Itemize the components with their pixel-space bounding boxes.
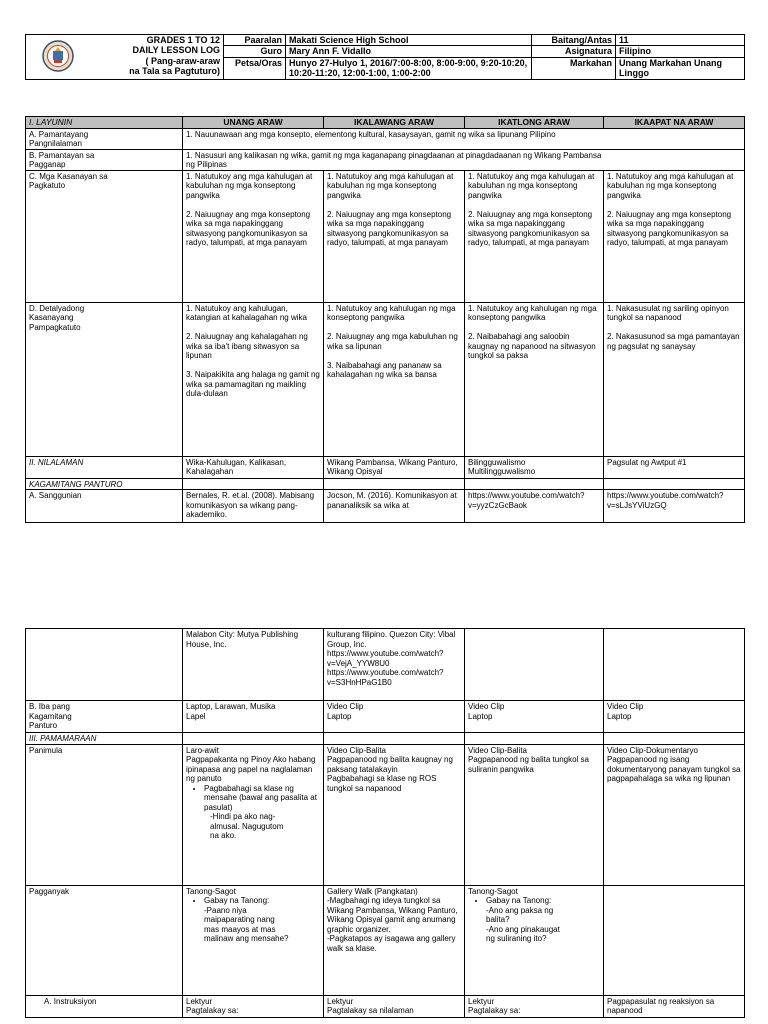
log-title: [90, 35, 224, 80]
row-label: Pagganyak: [26, 885, 183, 995]
title-line: GRADES 1 TO 12: [146, 35, 220, 45]
lesson-table-part-1: [25, 116, 745, 523]
paaralan-label: Paaralan: [224, 35, 286, 46]
table-cell: Video Clip Laptop: [465, 701, 604, 733]
col-ikaapat-na-araw: IKAAPAT NA ARAW: [604, 117, 745, 129]
table-cell: [465, 885, 604, 995]
table-cell: 1. Natutukoy ang mga kahulugan at kabuluhan ng mga konseptong pangwika 2. Naiuugnay ang mga konseptong wika sa mga napakinggang sitwasyong pangkomunikasyon sa radyo, talumpati, at mga panayam: [604, 170, 745, 302]
title-line: ( Pang-araw-araw: [145, 55, 220, 66]
table-row: [26, 170, 745, 302]
table-row: [26, 456, 745, 478]
section-label: II. NILALAMAN: [26, 456, 183, 478]
table-row: [26, 701, 745, 733]
section-label: III. PAMAMARAAN: [26, 733, 183, 745]
table-cell: [324, 478, 465, 490]
petsa-value: Hunyo 27-Hulyo 1, 2016/7:00-8:00, 8:00-9:00, 9:20-10:20, 10:20-11:20, 12:00-1:00, 1:00-2:00: [286, 57, 532, 79]
table-cell: Laptop, Larawan, Musika Lapel: [183, 701, 324, 733]
table-cell: Video Clip-Dokumentaryo Pagpapanood ng isang dokumentaryong panayam tungkol sa pagpapahalaga sa wika ng lipunan: [604, 744, 745, 885]
table-cell: Bernales, R. et.al. (2008). Mabisang komunikasyon sa wikang pang-akademiko.: [183, 490, 324, 523]
table-cell: [183, 885, 324, 995]
table-cell: Lektyur Pagtalakay sa:: [183, 995, 324, 1017]
paaralan-value: Makati Science High School: [286, 35, 532, 46]
table-cell: Pagsulat ng Awtput #1: [604, 456, 745, 478]
header-table: [25, 34, 745, 80]
table-cell: [183, 478, 324, 490]
table-row: [26, 885, 745, 995]
table-cell: Lektyur Pagtalakay sa nilalaman: [324, 995, 465, 1017]
pamantayan-sa-pagganap-text: 1. Nasusuri ang kalikasan ng wika, gamit ng mga kaganapang pinagdaanan at pinagdadaanan ng Wikang Pambansa ng Pilipinas: [183, 149, 745, 170]
pamantayang-pangnilalaman-text: 1. Nauunawaan ang mga konsepto, elementong kultural, kasaysayan, gamit ng wika sa lipunang Pilipino: [183, 128, 745, 149]
table-row: [26, 733, 745, 745]
bullet-list: [468, 896, 600, 906]
row-label: A. Sanggunian: [26, 490, 183, 523]
table-cell: [465, 629, 604, 701]
table-cell: [183, 733, 324, 745]
cell-text: Tanong-Sagot: [468, 886, 518, 896]
table-cell: Video Clip Laptop: [324, 701, 465, 733]
asignatura-label: Asignatura: [532, 46, 616, 57]
guro-value: Mary Ann F. Vidallo: [286, 46, 532, 57]
table-cell: Malabon City: Mutya Publishing House, Inc.: [183, 629, 324, 701]
row-label: A. Pamantayang Pangnilalaman: [26, 128, 183, 149]
cell-text: -Ano ang paksa ng balita? -Ano ang pinakaugat ng suliraning ito?: [486, 905, 560, 943]
markahan-value: Unang Markahan Unang Linggo: [616, 57, 745, 79]
table-row: [26, 149, 745, 170]
cell-text: -Paano niya maipaparating nang mas maayos at mas malinaw ang mensahe?: [204, 905, 289, 943]
markahan-label: Markahan: [532, 57, 616, 79]
deped-seal-cell: [26, 35, 90, 80]
bullet-list: [186, 784, 320, 813]
table-row: [26, 128, 745, 149]
table-cell: 1. Natutukoy ang kahulugan ng mga konseptong pangwika 2. Naibabahagi ang saloobin kaugnay ng napanood na sitwasyon tungkol sa paksa: [465, 302, 604, 456]
table-cell: [604, 629, 745, 701]
table-row: [26, 478, 745, 490]
table-cell: Pagpapasulat ng reaksiyon sa napanood: [604, 995, 745, 1017]
baitang-value: 11: [616, 35, 745, 46]
table-cell: [604, 478, 745, 490]
table-cell: 1. Natutukoy ang mga kahulugan at kabuluhan ng mga konseptong pangwika 2. Naiuugnay ang mga konseptong wika sa mga napakinggang sitwasyong pangkomunikasyon sa radyo, talumpati, at mga panayam: [183, 170, 324, 302]
table-cell: Wika-Kahulugan, Kalikasan, Kahalagahan: [183, 456, 324, 478]
table-cell: kulturang filipino. Quezon City: Vibal Group, Inc. https://www.youtube.com/watch?v=VejA_YYW8U0 https://www.youtube.com/watch?v=S3HnHPaG1B0: [324, 629, 465, 701]
reference-link[interactable]: https://www.youtube.com/watch?v=sLJsYViUzGQ: [604, 490, 745, 523]
col-ikatlong-araw: IKATLONG ARAW: [465, 117, 604, 129]
table-cell: Jocson, M. (2016). Komunikasyon at pananaliksik sa wika at: [324, 490, 465, 523]
table-cell: [324, 733, 465, 745]
list-item: • Gabay na Tanong:: [204, 896, 320, 906]
table-cell: 1. Natutukoy ang mga kahulugan at kabuluhan ng mga konseptong pangwika 2. Naiuugnay ang mga konseptong wika sa mga napakinggang sitwasyong pangkomunikasyon sa radyo, talumpati, at mga panayam: [465, 170, 604, 302]
col-layunin: I. LAYUNIN: [26, 117, 183, 129]
section-label: KAGAMITANG PANTURO: [26, 478, 183, 490]
row-label: D. Detalyadong Kasanayang Pampagkatuto: [26, 302, 183, 456]
title-line: na Tala sa Pagtuturo): [129, 66, 220, 77]
table-row: [26, 995, 745, 1017]
table-cell: Wikang Pambansa, Wikang Panturo, Wikang Opisyal: [324, 456, 465, 478]
reference-link[interactable]: https://www.youtube.com/watch?v=yyzCzGcBaok: [465, 490, 604, 523]
baitang-label: Baitang/Antas: [532, 35, 616, 46]
cell-text: Tanong-Sagot: [186, 886, 236, 896]
table-cell: 1. Natutukoy ang kahulugan, katangian at kahalagahan ng wika 2. Naiuugnay ang kahalagahan ng wika sa iba't ibang sitwasyon sa lipunan 3. Naipakikita ang halaga ng gamit ng wika sa pamamagitan ng maikling dula-dulaan: [183, 302, 324, 456]
title-line: DAILY LESSON LOG: [132, 45, 220, 56]
row-label: A. Instruksiyon: [26, 995, 183, 1017]
table-cell: [604, 733, 745, 745]
table-cell: [465, 733, 604, 745]
table-cell: 1. Nakasusulat ng sariling opinyon tungkol sa napanood 2. Nakasusunod sa mga pamantayan ng pagsulat ng sanaysay: [604, 302, 745, 456]
col-ikalawang-araw: IKALAWANG ARAW: [324, 117, 465, 129]
table-cell: [604, 885, 745, 995]
cell-text: Laro-awit Pagpapakanta ng Pinoy Ako habang ipinapasa ang papel na naglalaman ng panuto: [186, 745, 316, 783]
table-row: [26, 744, 745, 885]
table-cell: Video Clip-Balita Pagpapanood ng balita kaugnay ng paksang tatalakayin Pagbabahagi sa klase ng ROS tungkol sa napanood: [324, 744, 465, 885]
table-cell: Gallery Walk (Pangkatan) -Magbahagi ng ideya tungkol sa Wikang Pambansa, Wikang Panturo, Wikang Opisyal gamit ang anumang graphic organizer. -Pagkatapos ay isagawa ang gallery walk sa klase.: [324, 885, 465, 995]
table-cell: Video Clip-Balita Pagpapanood ng balita tungkol sa suliranin pangwika: [465, 744, 604, 885]
table-cell: 1. Natutukoy ang mga kahulugan at kabuluhan ng mga konseptong pangwika 2. Naiuugnay ang mga konseptong wika sa mga napakinggang sitwasyong pangkomunikasyon sa radyo, talumpati, at mga panayam: [324, 170, 465, 302]
table-cell: [465, 478, 604, 490]
list-item: • Gabay na Tanong:: [486, 896, 600, 906]
deped-seal-icon: [42, 40, 74, 72]
row-label: B. Pamantayan sa Pagganap: [26, 149, 183, 170]
table-cell: [26, 629, 183, 701]
guro-label: Guro: [224, 46, 286, 57]
row-label: Panimula: [26, 744, 183, 885]
column-header-row: [26, 117, 745, 129]
row-label: B. Iba pang Kagamitang Panturo: [26, 701, 183, 733]
table-cell: Lektyur Pagtalakay sa:: [465, 995, 604, 1017]
table-row: [26, 629, 745, 701]
table-row: [26, 302, 745, 456]
table-cell: Video Clip Laptop: [604, 701, 745, 733]
table-row: [26, 490, 745, 523]
list-item: • Pagbabahagi sa klase ng mensahe (bawal ang pasalita at pasulat): [204, 784, 320, 813]
col-unang-araw: UNANG ARAW: [183, 117, 324, 129]
petsa-label: Petsa/Oras: [224, 57, 286, 79]
table-cell: 1. Natutukoy ang kahulugan ng mga konseptong pangwika 2. Naiuugnay ang mga kabuluhan ng wika sa lipunan 3. Naibabahagi ang pananaw sa kahalagahan ng wika sa bansa: [324, 302, 465, 456]
asignatura-value: Filipino: [616, 46, 745, 57]
row-label: C. Mga Kasanayan sa Pagkatuto: [26, 170, 183, 302]
lesson-table-part-2: [25, 628, 745, 1018]
bullet-list: [186, 896, 320, 906]
table-cell: Bilingguwalismo Multilingguwalismo: [465, 456, 604, 478]
table-cell: [183, 744, 324, 885]
cell-text: -Hindi pa ako nag- almusal. Nagugutom na ako.: [210, 812, 284, 840]
